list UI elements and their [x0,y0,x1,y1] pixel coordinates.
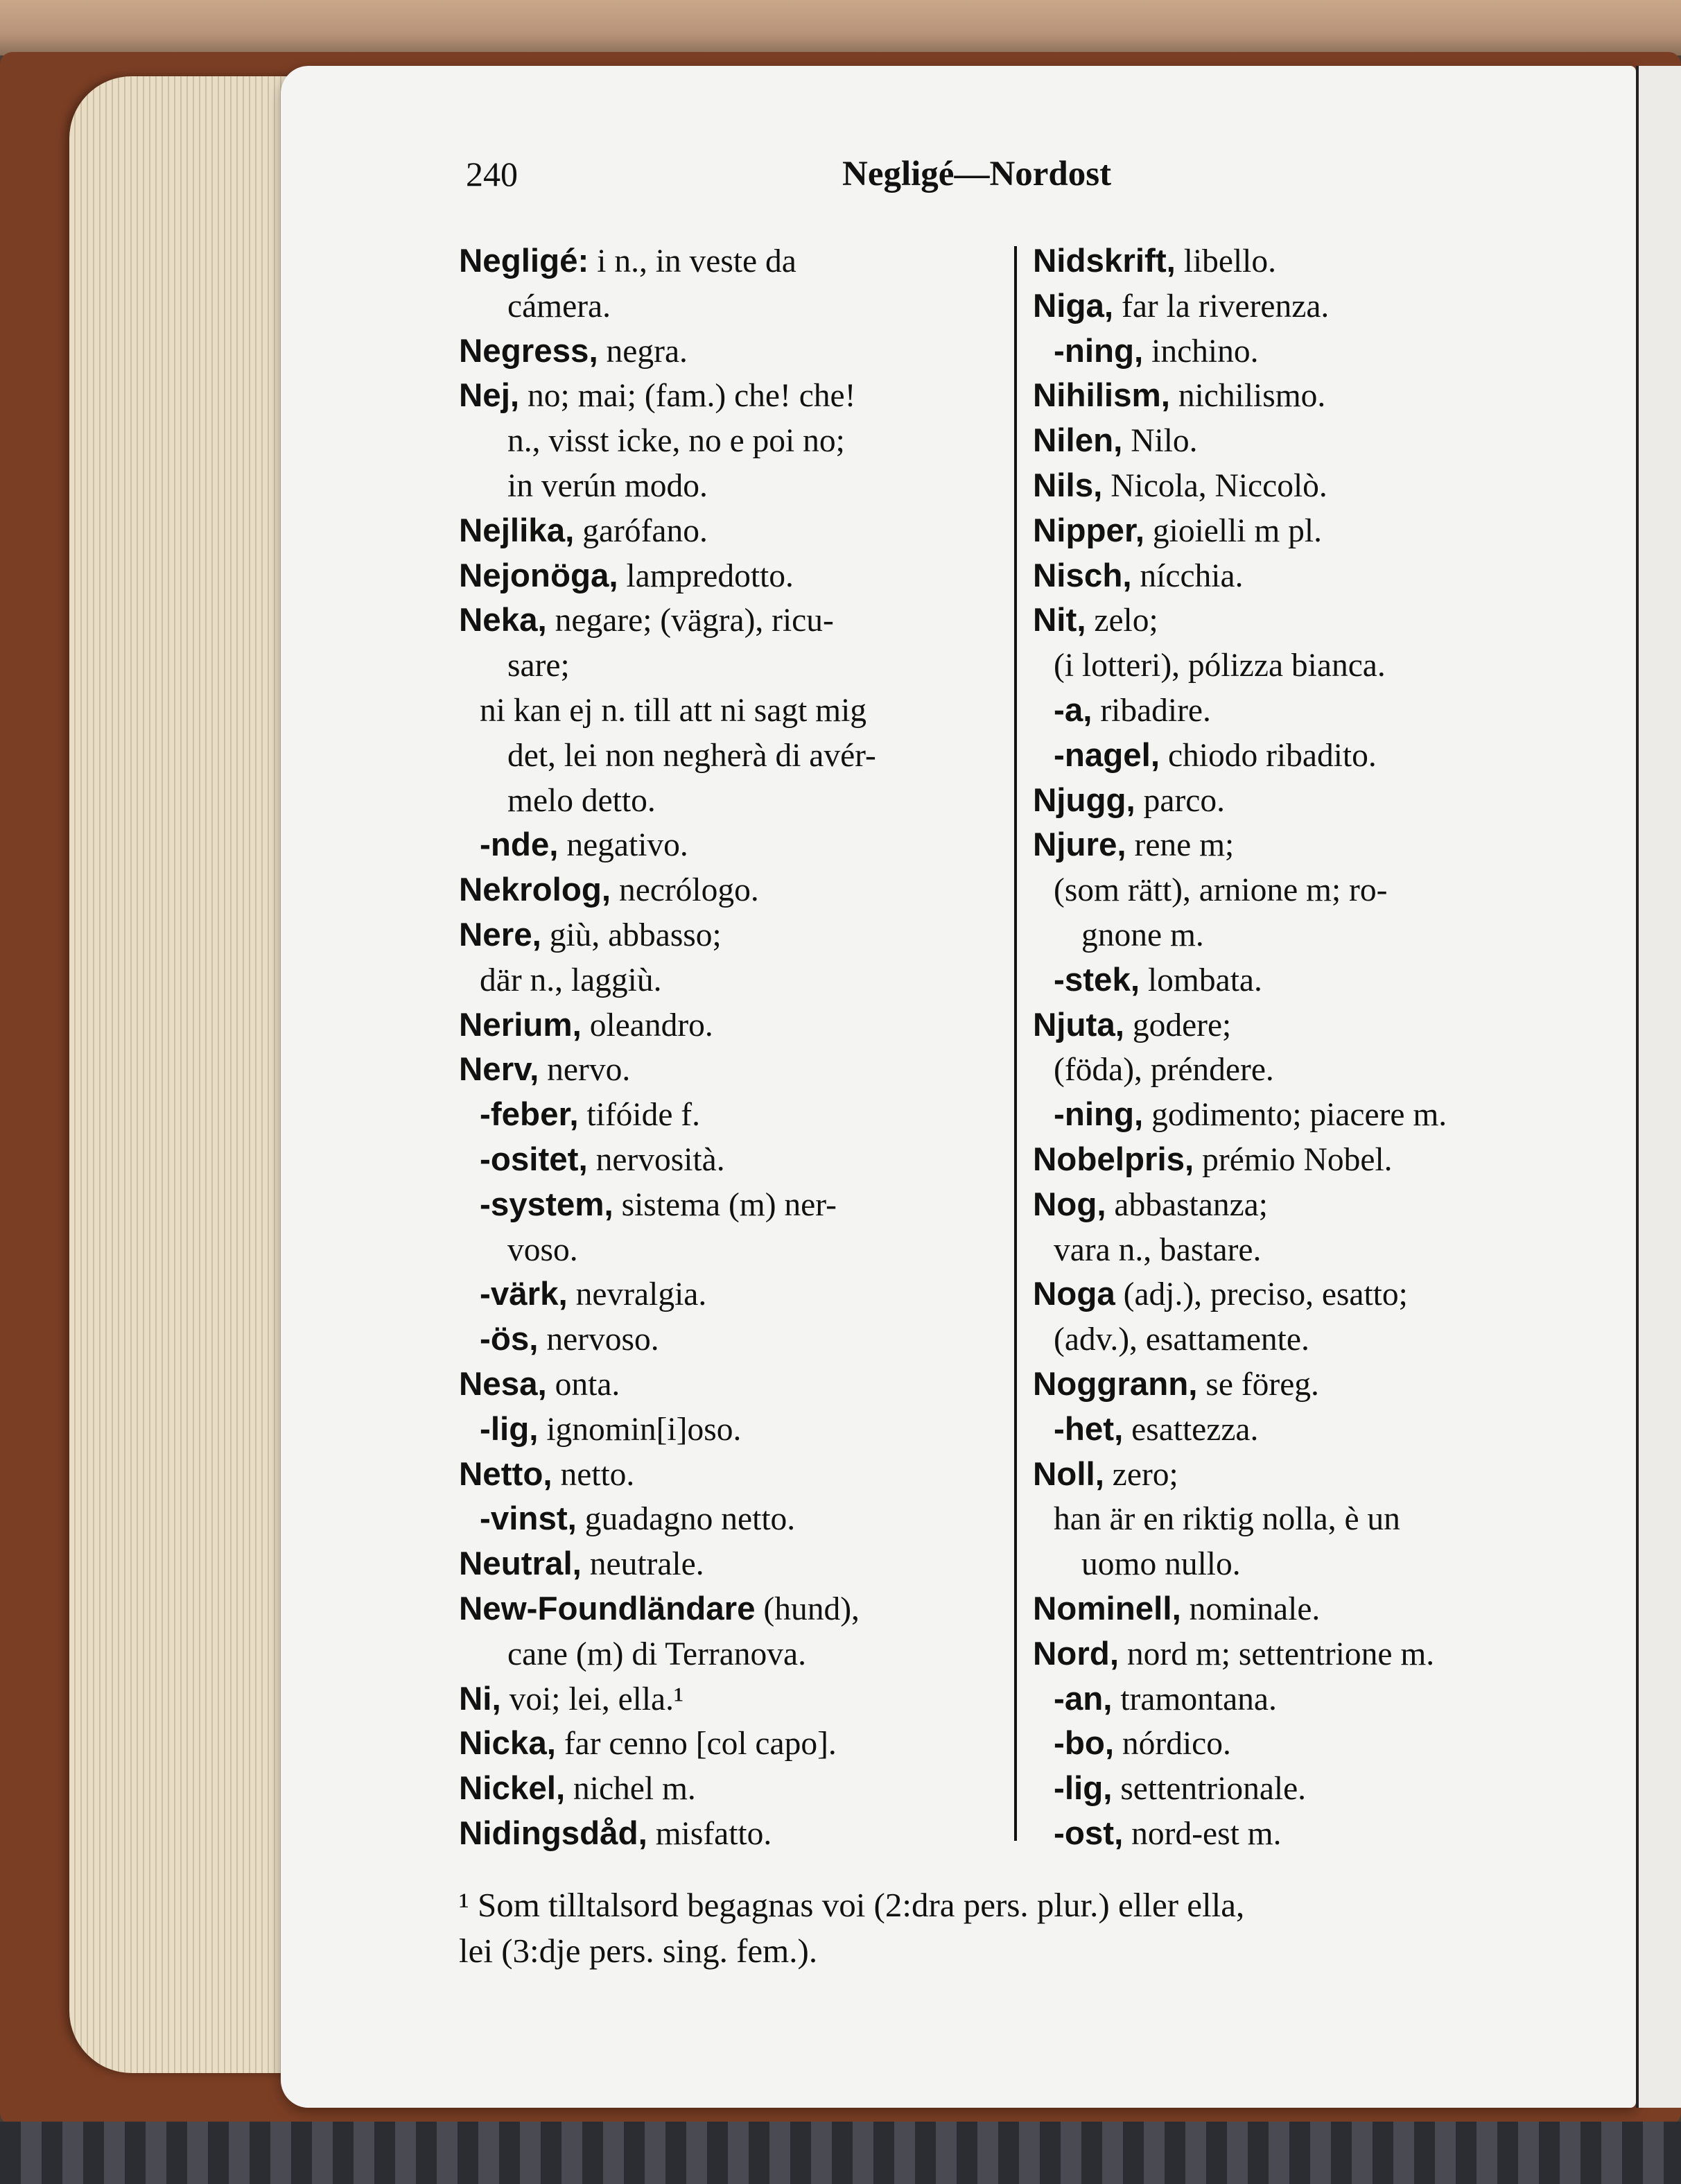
definition: nord-est m. [1123,1815,1282,1852]
definition: nícchia. [1131,557,1244,594]
headword: Nicka, [459,1725,556,1762]
dictionary-entry [1033,1272,1580,1317]
headword: Nickel, [459,1770,566,1808]
headword: Nils, [1033,467,1103,504]
dictionary-entry [459,509,1000,554]
definition: far la riverenza. [1113,288,1330,324]
continuation-line: in verún modo. [507,467,708,504]
headword: Nit, [1033,602,1086,639]
definition: gioielli m pl. [1144,512,1322,549]
definition: tifóide f. [578,1097,700,1134]
definition: parco. [1135,782,1225,819]
dictionary-entry [459,374,1000,419]
definition: nichel m. [565,1771,696,1808]
usage-example: ni kan ej n. till att ni sagt mig [480,692,867,729]
dictionary-entry [1033,823,1580,868]
headword: Nilen, [1033,422,1123,460]
dictionary-entry [1033,284,1580,329]
definition: zero; [1104,1456,1178,1493]
sub-entry [1033,1093,1580,1138]
sub-entry [459,1183,1000,1228]
dictionary-entry [1033,779,1580,824]
continuation-line: n., visst icke, no e poi no; [507,423,845,460]
sub-entry [459,1138,1000,1183]
headword: Nerium, [459,1006,582,1043]
sub-headword: -system, [480,1186,613,1223]
definition: nord m; settentrione m. [1119,1636,1435,1672]
column-divider [1014,246,1017,1841]
sub-entry [1033,1722,1580,1767]
definition: se föreg. [1197,1366,1319,1403]
dictionary-entry [459,868,1000,913]
dictionary-entry [1033,1003,1580,1048]
definition: esattezza. [1123,1411,1259,1448]
definition: giù, abbasso; [541,917,722,953]
dictionary-entry [459,1453,1000,1498]
headword: Noggrann, [1033,1365,1198,1403]
continuation-line: gnone m. [1081,917,1204,953]
dictionary-entry [459,1048,1000,1093]
headword: Nidskrift, [1033,243,1176,279]
headword: Nerv, [459,1051,539,1089]
sub-headword: -stek, [1054,961,1140,998]
definition: tramontana. [1112,1681,1277,1717]
sub-entry [459,1407,1000,1453]
dictionary-entry [1033,1362,1580,1407]
dictionary-entry [459,329,1000,374]
headword: Ni, [459,1680,501,1717]
footnote-line-2: lei (3:dje pers. sing. fem.). [459,1932,818,1970]
dictionary-entry [459,1542,1000,1587]
sub-headword: -a, [1054,691,1092,729]
sub-entry [1033,734,1580,779]
definition: voi; lei, ella.¹ [500,1681,684,1717]
definition: ignomin[i]oso. [538,1411,742,1448]
headword: Netto, [459,1455,552,1493]
headword: Nisch, [1033,557,1132,594]
headword: Nekrolog, [459,872,611,909]
sub-headword: -ost, [1054,1814,1124,1852]
usage-example: (i lotteri), pólizza bianca. [1054,648,1386,684]
headword: Nere, [459,916,541,953]
headword: Nejlika, [459,512,575,549]
dictionary-entry [459,598,1000,643]
sub-headword: -vinst, [480,1500,577,1538]
sub-entry [459,823,1000,868]
definition: neutrale. [581,1546,704,1583]
definition: lombata. [1140,962,1262,998]
dictionary-entry [459,1362,1000,1407]
definition: rene m; [1126,827,1235,864]
headword: Nej, [459,377,520,415]
usage-example: (föda), préndere. [1054,1052,1274,1089]
headword: Nidingsdåd, [459,1814,647,1852]
definition: abbastanza; [1106,1186,1268,1223]
sub-headword: -nagel, [1054,736,1160,774]
sub-headword: -lig, [1054,1770,1113,1808]
definition: nominale. [1181,1591,1321,1627]
headword: Nobelpris, [1033,1141,1194,1178]
sub-headword: -ös, [480,1321,539,1358]
definition: necrólogo. [611,872,759,909]
dictionary-entry [1033,554,1580,599]
definition: negare; (vägra), ricu- [546,603,834,639]
definition: settentrionale. [1112,1771,1307,1808]
dictionary-entry [459,1722,1000,1767]
headword: Noga [1033,1276,1115,1313]
definition: nevralgia. [567,1276,707,1313]
headword: Nejonöga, [459,557,618,594]
facing-page-edge [1636,66,1681,2108]
headword: Nihilism, [1033,377,1170,415]
definition: prémio Nobel. [1194,1141,1393,1178]
definition: lampredotto. [618,557,794,594]
page-number: 240 [466,155,518,193]
sub-headword: -värk, [480,1276,568,1313]
sub-entry [1033,688,1580,734]
definition: ribadire. [1092,692,1211,729]
sub-entry [1033,1767,1580,1812]
definition: (hund), [755,1591,860,1627]
right-column [1033,239,1580,1857]
dictionary-entry [1033,1587,1580,1632]
usage-example: (adv.), esattamente. [1054,1321,1309,1358]
sub-headword: -ning, [1054,332,1144,370]
wooden-table-edge [0,0,1681,55]
dictionary-entry [1033,374,1580,419]
continuation-line: cane (m) di Terranova. [507,1636,807,1672]
usage-example: (som rätt), arnione m; ro- [1054,872,1388,909]
sub-headword: -nde, [480,826,559,864]
dictionary-entry [459,1587,1000,1632]
dictionary-entry [1033,464,1580,509]
dictionary-entry [459,239,1000,284]
dictionary-entry [1033,598,1580,643]
sub-headword: -ning, [1054,1096,1144,1134]
continuation-line: sare; [507,648,570,684]
usage-example: där n., laggiù. [480,962,662,998]
dictionary-entry [1033,509,1580,554]
definition: nichilismo. [1169,378,1326,415]
definition: nervo. [539,1052,631,1089]
definition: oleandro. [581,1007,713,1043]
headword: Nesa, [459,1365,547,1403]
sub-headword: -bo, [1054,1725,1115,1762]
page-header-title: Negligé—Nordost [842,155,1112,193]
headword: Njugg, [1033,781,1135,819]
dictionary-entry [459,1003,1000,1048]
continuation-line: voso. [507,1231,578,1268]
dictionary-entry [459,913,1000,958]
definition: garófano. [574,512,708,549]
usage-example: han är en riktig nolla, è un [1054,1501,1400,1538]
definition: godimento; piacere m. [1143,1097,1447,1134]
definition: libello. [1175,243,1276,279]
continuation-line: cámera. [507,288,611,324]
headword: Nominell, [1033,1590,1181,1627]
definition: inchino. [1143,333,1259,370]
dictionary-entry [459,554,1000,599]
headword: Nipper, [1033,512,1145,549]
dictionary-entry [1033,1138,1580,1183]
sub-entry [1033,1812,1580,1857]
definition: onta. [546,1366,620,1403]
headword: Noll, [1033,1455,1104,1493]
keyboard-strip [0,2122,1681,2184]
definition: godere; [1124,1007,1232,1043]
continuation-line: uomo nullo. [1081,1546,1241,1583]
headword: Negligé: [459,243,589,279]
definition: nórdico. [1114,1726,1231,1762]
headword: Nord, [1033,1635,1120,1672]
definition: nervoso. [538,1321,659,1358]
usage-example: vara n., bastare. [1054,1231,1262,1268]
sub-entry [459,1497,1000,1542]
definition: (adj.), preciso, esatto; [1115,1276,1408,1313]
continuation-line: melo detto. [507,782,656,819]
footnote-line-1: ¹ Som tilltalsord begagnas voi (2:dra pers. plur.) eller ella, [459,1886,1245,1924]
sub-entry [459,1093,1000,1138]
sub-headword: -feber, [480,1096,579,1134]
definition: far cenno [col capo]. [555,1726,837,1762]
definition: misfatto. [647,1815,772,1852]
definition: netto. [552,1456,635,1493]
dictionary-entry [1033,1453,1580,1498]
headword: Njuta, [1033,1006,1124,1043]
headword: Niga, [1033,287,1114,324]
sub-headword: -lig, [480,1410,539,1448]
definition: chiodo ribadito. [1160,737,1377,774]
headword: Negress, [459,332,598,370]
dictionary-entry [459,1767,1000,1812]
definition: Nicola, Niccolò. [1102,467,1327,504]
dictionary-entry [1033,1632,1580,1677]
sub-headword: -an, [1054,1680,1113,1717]
headword: New-Foundländare [459,1590,756,1627]
sub-headword: -ositet, [480,1141,588,1178]
continuation-line: det, lei non negherà di avér- [507,737,876,774]
definition: guadagno netto. [576,1501,796,1538]
sub-entry [1033,329,1580,374]
definition: no; mai; (fam.) che! che! [519,378,856,415]
footnote [459,1882,1582,1974]
dictionary-entry [459,1677,1000,1722]
sub-entry [1033,958,1580,1003]
definition: Nilo. [1122,423,1198,460]
definition: negativo. [558,827,688,864]
sub-headword: -het, [1054,1410,1124,1448]
dictionary-entry [459,1812,1000,1857]
headword: Neutral, [459,1545,582,1583]
sub-entry [459,1272,1000,1317]
sub-entry [459,1317,1000,1362]
definition: negra. [598,333,688,370]
sub-entry [1033,1677,1580,1722]
sub-entry [1033,1407,1580,1453]
definition: zelo; [1086,603,1158,639]
definition: sistema (m) ner- [613,1186,837,1223]
headword: Nog, [1033,1186,1106,1223]
dictionary-entry [1033,239,1580,284]
definition: i n., in veste da [589,243,796,279]
headword: Njure, [1033,826,1126,864]
dictionary-entry [1033,1183,1580,1228]
dictionary-entry [1033,419,1580,464]
headword: Neka, [459,602,547,639]
left-column [459,239,1000,1857]
definition: nervosità. [587,1141,725,1178]
